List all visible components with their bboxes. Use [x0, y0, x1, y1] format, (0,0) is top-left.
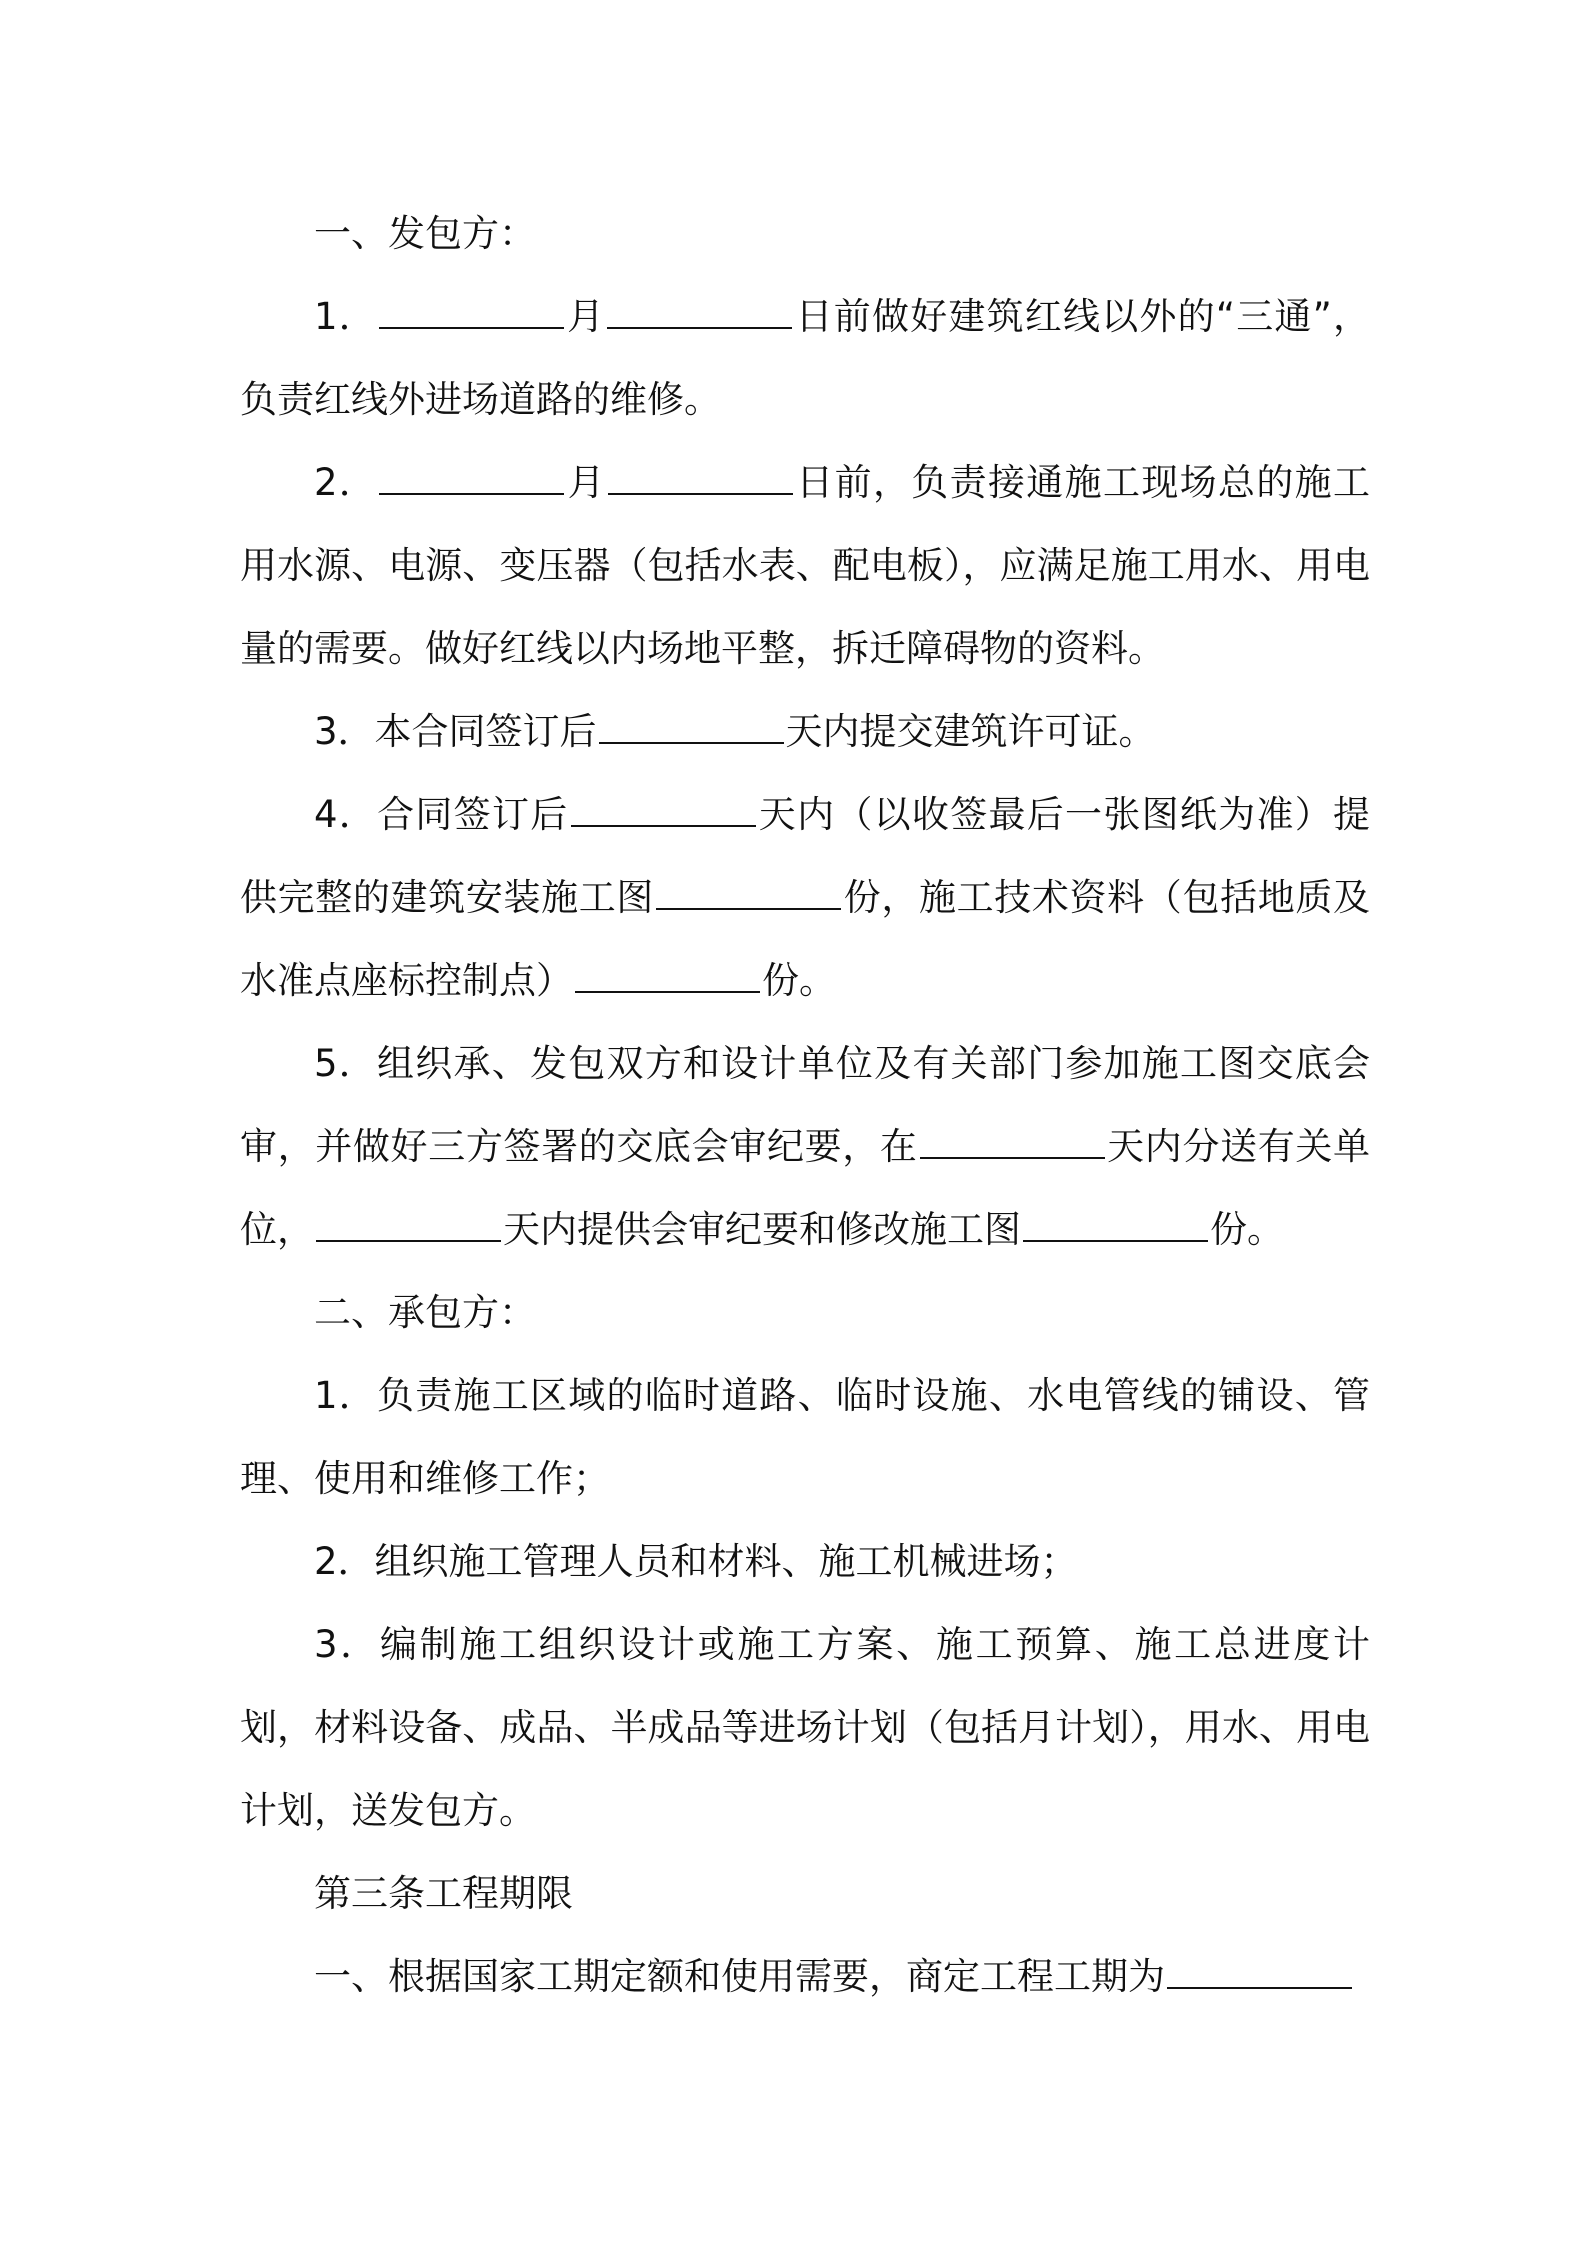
fill-in-blank — [571, 795, 756, 827]
list-item — [240, 1603, 1370, 1852]
list-item — [240, 275, 1370, 441]
fill-in-blank — [599, 712, 784, 744]
list-item — [240, 1354, 1370, 1520]
paragraph-text: 1．负责施工区域的临时道路、临时设施、水电管线的铺设、管理、使用和维修工作； — [240, 1374, 1370, 1500]
paragraph-text: 3．本合同签订后 — [314, 710, 597, 753]
fill-in-blank — [1023, 1210, 1208, 1242]
list-item — [240, 773, 1370, 1022]
paragraph-text: 3．编制施工组织设计或施工方案、施工预算、施工总进度计划，材料设备、成品、半成品等进场计划（包括月计划），用水、用电计划，送发包方。 — [240, 1623, 1370, 1832]
paragraph-text: 二、承包方： — [314, 1291, 536, 1334]
paragraph-text: 份，施工技术资料（包括地质及水准点座标控制点） — [240, 876, 1371, 1002]
paragraph-text: 天内分送有关单位， — [240, 1125, 1371, 1251]
paragraph-text: 日前做好建筑红线以外的“三通”，负责红线外进场道路的维修。 — [240, 295, 1370, 421]
paragraph-text: 5．组织承、发包双方和设计单位及有关部门参加施工图交底会审，并做好三方签署的交底会审纪要，在 — [240, 1042, 1370, 1168]
list-item — [240, 1935, 1370, 2018]
paragraph-text: 2． — [314, 461, 378, 504]
fill-in-blank — [316, 1210, 501, 1242]
list-item — [240, 1022, 1370, 1271]
paragraph-text: 一、根据国家工期定额和使用需要，商定工程工期为 — [314, 1955, 1165, 1998]
paragraph-text: 日前，负责接通施工现场总的施工用水源、电源、变压器（包括水表、配电板），应满足施工用水、用电量的需要。做好红线以内场地平整，拆迁障碍物的资料。 — [240, 461, 1371, 670]
fill-in-blank — [920, 1127, 1105, 1159]
paragraph-text: 一、发包方： — [314, 212, 536, 255]
paragraph-text: 份。 — [1210, 1208, 1284, 1251]
list-item — [240, 441, 1370, 690]
fill-in-blank — [379, 297, 564, 329]
section-heading-employer — [240, 192, 1370, 275]
section-heading-contractor — [240, 1271, 1370, 1354]
list-item — [240, 690, 1370, 773]
document-body — [240, 192, 1370, 2018]
paragraph-text: 天内（以收签最后一张图纸为准）提供完整的建筑安装施工图 — [240, 793, 1371, 919]
paragraph-text: 4．合同签订后 — [314, 793, 569, 836]
paragraph-text: 2．组织施工管理人员和材料、施工机械进场； — [314, 1540, 1078, 1583]
list-item — [240, 1520, 1370, 1603]
paragraph-text: 天内提供会审纪要和修改施工图 — [503, 1208, 1021, 1251]
article-heading-project-term — [240, 1852, 1370, 1935]
paragraph-text: 第三条工程期限 — [314, 1872, 573, 1915]
fill-in-blank — [379, 463, 564, 495]
fill-in-blank — [575, 961, 760, 993]
fill-in-blank — [608, 463, 793, 495]
paragraph-text: 份。 — [762, 959, 836, 1002]
fill-in-blank — [1167, 1957, 1352, 1989]
paragraph-text: 月 — [566, 461, 606, 504]
paragraph-text: 月 — [565, 295, 606, 338]
fill-in-blank — [607, 297, 792, 329]
paragraph-text: 天内提交建筑许可证。 — [785, 710, 1156, 753]
paragraph-text: 1． — [314, 295, 377, 338]
fill-in-blank — [656, 878, 841, 910]
